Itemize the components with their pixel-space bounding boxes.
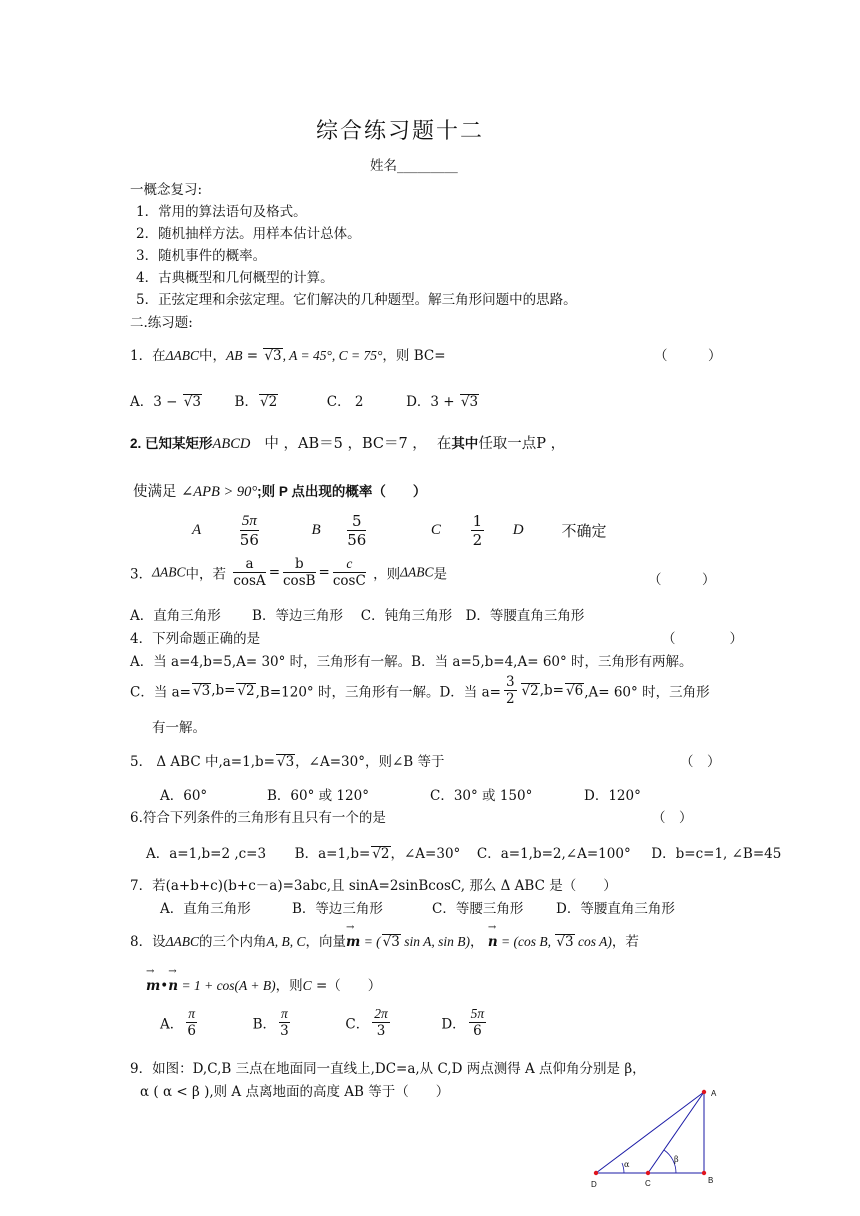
question-3-answer-paren: （ ） [648, 572, 716, 588]
vector-n: → n [488, 934, 498, 950]
label-a: A [711, 1089, 717, 1098]
point-a [702, 1090, 706, 1094]
page-title: 综合练习题十二 [316, 119, 485, 144]
question-3-stem: 3．ΔABC中，若 $\frac{a}{\cos A}$ = $\frac{b}{\cos B}$ = $\frac{c}{\cos C}$ ，则ΔABC是 [130, 556, 448, 590]
question-6-answer-paren: （ ） [652, 810, 693, 826]
name-field-label: 姓名_________ [370, 158, 458, 174]
question-8-condition: → m•→ n = 1 + cos(A + B)，则C =（ ） [146, 974, 381, 994]
question-8-options: A． $\frac{\pi}{6}$ B． $\frac{\pi}{3}$ C． $\frac{2\pi}{3}$ D． $\frac{5\pi}{6}$ [160, 1006, 485, 1040]
question-7-option: C．等腰三角形 [432, 901, 524, 917]
question-4-answer-paren: （ ） [662, 631, 743, 647]
label-beta: β [674, 1155, 679, 1164]
concept-item: 1．常用的算法语句及格式。 [136, 204, 307, 220]
point-d [594, 1171, 598, 1175]
concept-item: 3．随机事件的概率。 [136, 248, 267, 264]
question-2-stem: 2. 已知某矩形ABCD 中 ，AB＝5 ，BC＝7 ， 在其中任取一点P ， [130, 436, 566, 452]
line-da [596, 1092, 704, 1173]
question-3-options: A．直角三角形 B．等边三角形 C．钝角三角形 D．等腰直角三角形 [130, 608, 585, 624]
question-6-options: A．a=1,b=2 ,c=3 B．a=1,b= √2，∠A=30° C．a=1,b=2,∠A=100° D．b=c=1, ∠B=45 [146, 846, 782, 862]
concept-item: 2．随机抽样方法。用样本估计总体。 [136, 226, 361, 242]
question-4-options-ab: A．当 a=4,b=5,A= 30° 时，三角形有一解。B．当 a=5,b=4,A= 60° 时，三角形有两解。 [130, 654, 693, 670]
question-4-options-cd: C．当 a= √3,b= √2,B=120° 时，三角形有一解。D．当 a= $\frac{3}{2}$ √2,b= √6,A= 60° 时，三角形 [130, 674, 710, 708]
question-4-stem: 4．下列命题正确的是 [130, 631, 261, 647]
question-9-stem-continued: α ( α < β ),则 A 点离地面的高度 AB 等于（ ） [140, 1084, 450, 1100]
question-1-options: A．3 − √3 B． √2 C． 2 D．3 + √3 [130, 394, 479, 410]
question-2-options: A $\frac{5\pi}{56}$ B $\frac{5}{56}$ C $\frac{1}{2}$ D 不确定 [192, 512, 607, 549]
question-6-stem: 6.符合下列条件的三角形有且只有一个的是 [130, 810, 386, 826]
question-5-stem: 5． Δ ABC 中,a=1,b= √3，∠A=30°，则∠B 等于 [130, 754, 445, 770]
question-7-stem: 7．若(a+b+c)(b+c－a)=3abc,且 sinA=2sinBcosC, 那么 Δ ABC 是（ ） [130, 878, 617, 894]
label-c: C [645, 1179, 651, 1188]
label-alpha: α [624, 1160, 630, 1169]
question-2-condition: 使满足 ∠APB > 90°;则 P 点出现的概率（ ） [133, 484, 427, 500]
question-9-stem: 9．如图：D,C,B 三点在地面同一直线上,DC=a,从 C,D 两点测得 A 点仰角分别是 β， [130, 1061, 646, 1077]
question-8-stem: 8．设ΔABC的三个内角A, B, C，向量→ m = ( √3 sin A, sin B)， → n = (cos B, √3 cos A)，若 [130, 930, 639, 950]
question-7-option: D．等腰直角三角形 [556, 901, 675, 917]
label-b: B [708, 1176, 714, 1185]
section-heading-concepts: 一概念复习: [130, 182, 203, 198]
question-5-option: C．30° 或 150° [430, 788, 533, 804]
vector-m: → m [346, 934, 360, 950]
question-5-option: D．120° [584, 788, 641, 804]
concept-item: 4．古典概型和几何概型的计算。 [136, 270, 334, 286]
point-b [702, 1171, 706, 1175]
question-5-answer-paren: （ ） [680, 754, 721, 770]
question-7-option: A．直角三角形 [160, 901, 251, 917]
sqrt-symbol: √3 [264, 348, 282, 364]
question-5-option: A．60° [160, 788, 208, 804]
question-5-option: B．60° 或 120° [267, 788, 369, 804]
question-1-stem: 1．在ΔABC中，AB = √3, A = 45°, C = 75°，则 BC= [130, 348, 446, 364]
question-7-option: B．等边三角形 [292, 901, 383, 917]
label-d: D [591, 1180, 597, 1189]
question-1-answer-paren: （ ） [654, 348, 722, 364]
diagram-lines [596, 1092, 704, 1173]
section-heading-exercises: 二.练习题: [130, 315, 193, 331]
concept-item: 5．正弦定理和余弦定理。它们解决的几种题型。解三角形问题中的思路。 [136, 292, 577, 308]
question-4-continued: 有一解。 [152, 720, 206, 736]
point-c [646, 1171, 650, 1175]
elevation-diagram [580, 1084, 730, 1190]
